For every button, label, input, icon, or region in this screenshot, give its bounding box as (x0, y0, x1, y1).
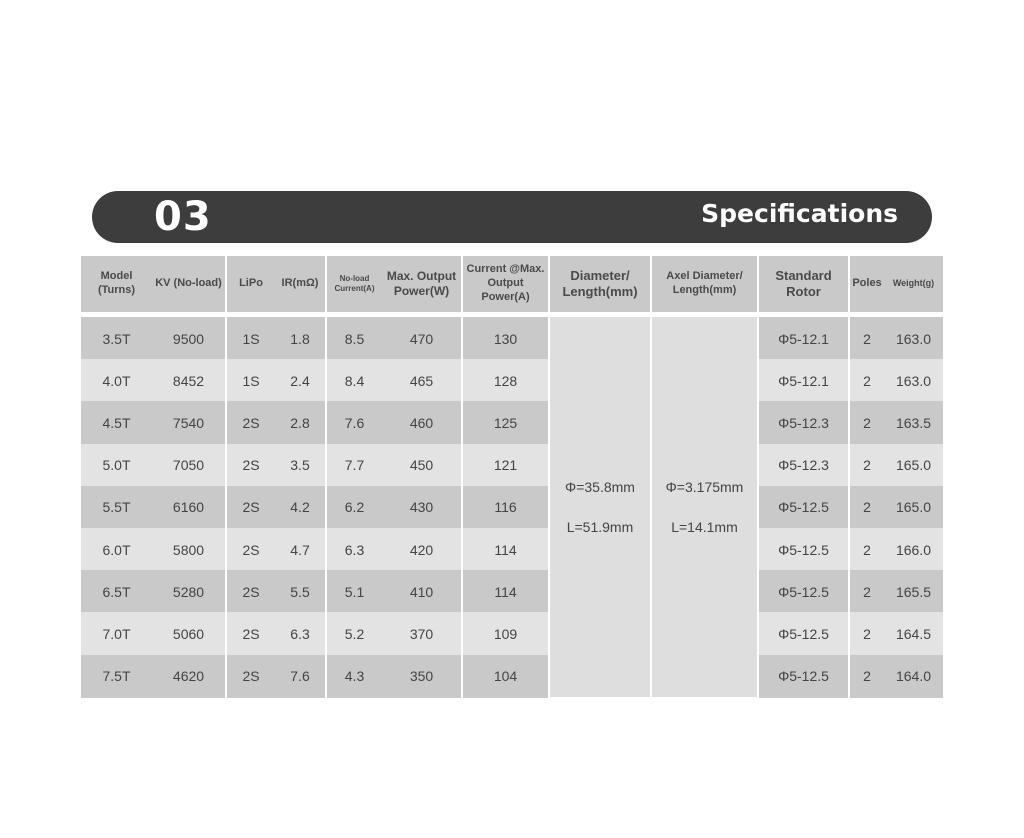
column-divider (848, 256, 850, 697)
cell-noload-current: 7.6 (327, 401, 382, 444)
header-model: Model (Turns) (81, 256, 152, 312)
cell-weight: 165.0 (884, 444, 943, 487)
cell-lipo: 1S (227, 359, 275, 402)
cell-rotor: Φ5-12.5 (759, 612, 848, 655)
cell-lipo: 2S (227, 612, 275, 655)
cell-poles: 2 (850, 444, 884, 487)
cell-lipo: 1S (227, 317, 275, 360)
cell-max-power: 350 (382, 655, 461, 698)
cell-ir: 6.3 (275, 612, 325, 655)
cell-lipo: 2S (227, 444, 275, 487)
cell-poles: 2 (850, 317, 884, 360)
column-divider (225, 256, 227, 697)
length-value: L=51.9mm (566, 519, 634, 535)
cell-kv: 9500 (152, 317, 225, 360)
cell-ir: 7.6 (275, 655, 325, 698)
header-kv: KV (No-load) (152, 256, 225, 312)
header-current-at-max: Current @Max. Output Power(A) (463, 256, 548, 312)
cell-kv: 6160 (152, 486, 225, 529)
cell-rotor: Φ5-12.3 (759, 401, 848, 444)
cell-current-at-max: 114 (463, 528, 548, 571)
cell-poles: 2 (850, 570, 884, 613)
cell-weight: 165.0 (884, 486, 943, 529)
cell-ir: 1.8 (275, 317, 325, 360)
cell-current-at-max: 125 (463, 401, 548, 444)
header-divider (81, 312, 943, 317)
cell-lipo: 2S (227, 528, 275, 571)
column-divider (325, 256, 327, 697)
diameter-value: Φ=35.8mm (565, 479, 635, 495)
cell-current-at-max: 109 (463, 612, 548, 655)
cell-lipo: 2S (227, 655, 275, 698)
cell-model: 3.5T (81, 317, 152, 360)
cell-kv: 5800 (152, 528, 225, 571)
cell-weight: 163.0 (884, 359, 943, 402)
header-lipo: LiPo (227, 256, 275, 312)
cell-rotor: Φ5-12.5 (759, 655, 848, 698)
cell-weight: 163.5 (884, 401, 943, 444)
cell-noload-current: 8.4 (327, 359, 382, 402)
cell-max-power: 370 (382, 612, 461, 655)
cell-model: 4.5T (81, 401, 152, 444)
cell-current-at-max: 130 (463, 317, 548, 360)
cell-max-power: 410 (382, 570, 461, 613)
cell-ir: 4.7 (275, 528, 325, 571)
cell-ir: 2.4 (275, 359, 325, 402)
cell-noload-current: 5.2 (327, 612, 382, 655)
cell-kv: 4620 (152, 655, 225, 698)
cell-max-power: 470 (382, 317, 461, 360)
cell-lipo: 2S (227, 401, 275, 444)
cell-noload-current: 6.3 (327, 528, 382, 571)
cell-rotor: Φ5-12.5 (759, 528, 848, 571)
header-ir: IR(mΩ) (275, 256, 325, 312)
cell-poles: 2 (850, 528, 884, 571)
cell-kv: 5280 (152, 570, 225, 613)
cell-rotor: Φ5-12.1 (759, 359, 848, 402)
header-rotor: Standard Rotor (759, 256, 848, 312)
cell-rotor: Φ5-12.1 (759, 317, 848, 360)
cell-ir: 4.2 (275, 486, 325, 529)
header-poles: Poles (850, 256, 884, 312)
cell-model: 5.5T (81, 486, 152, 529)
cell-model: 4.0T (81, 359, 152, 402)
cell-kv: 7540 (152, 401, 225, 444)
cell-weight: 165.5 (884, 570, 943, 613)
cell-current-at-max: 121 (463, 444, 548, 487)
cell-weight: 166.0 (884, 528, 943, 571)
cell-rotor: Φ5-12.5 (759, 486, 848, 529)
header-diameter-length: Diameter/ Length(mm) (550, 256, 650, 312)
cell-lipo: 2S (227, 570, 275, 613)
section-title: Specifications (701, 199, 898, 228)
cell-model: 6.0T (81, 528, 152, 571)
cell-poles: 2 (850, 486, 884, 529)
cell-current-at-max: 114 (463, 570, 548, 613)
cell-max-power: 450 (382, 444, 461, 487)
cell-kv: 8452 (152, 359, 225, 402)
cell-poles: 2 (850, 612, 884, 655)
cell-ir: 5.5 (275, 570, 325, 613)
cell-noload-current: 7.7 (327, 444, 382, 487)
cell-weight: 164.0 (884, 655, 943, 698)
cell-max-power: 460 (382, 401, 461, 444)
cell-rotor: Φ5-12.5 (759, 570, 848, 613)
cell-model: 5.0T (81, 444, 152, 487)
cell-model: 6.5T (81, 570, 152, 613)
cell-noload-current: 8.5 (327, 317, 382, 360)
cell-lipo: 2S (227, 486, 275, 529)
header-max-power: Max. Output Power(W) (382, 256, 461, 312)
cell-poles: 2 (850, 359, 884, 402)
cell-current-at-max: 104 (463, 655, 548, 698)
cell-model: 7.5T (81, 655, 152, 698)
cell-kv: 5060 (152, 612, 225, 655)
section-banner (92, 191, 932, 243)
cell-model: 7.0T (81, 612, 152, 655)
cell-current-at-max: 116 (463, 486, 548, 529)
cell-noload-current: 5.1 (327, 570, 382, 613)
header-noload-current: No-load Current(A) (327, 256, 382, 312)
cell-noload-current: 4.3 (327, 655, 382, 698)
cell-poles: 2 (850, 655, 884, 698)
cell-weight: 164.5 (884, 612, 943, 655)
column-divider (461, 256, 463, 697)
cell-rotor: Φ5-12.3 (759, 444, 848, 487)
column-divider (757, 256, 759, 697)
axel-diameter-length-cell (652, 317, 757, 697)
cell-kv: 7050 (152, 444, 225, 487)
header-weight: Weight(g) (884, 256, 943, 312)
cell-max-power: 420 (382, 528, 461, 571)
cell-weight: 163.0 (884, 317, 943, 360)
header-axel: Axel Diameter/ Length(mm) (652, 256, 757, 312)
cell-ir: 3.5 (275, 444, 325, 487)
cell-max-power: 430 (382, 486, 461, 529)
section-number: 03 (154, 194, 212, 240)
diameter-length-cell (550, 317, 650, 697)
cell-max-power: 465 (382, 359, 461, 402)
cell-poles: 2 (850, 401, 884, 444)
cell-ir: 2.8 (275, 401, 325, 444)
axel-diameter-value: Φ=3.175mm (665, 479, 744, 495)
cell-noload-current: 6.2 (327, 486, 382, 529)
axel-length-value: L=14.1mm (671, 519, 738, 535)
cell-current-at-max: 128 (463, 359, 548, 402)
